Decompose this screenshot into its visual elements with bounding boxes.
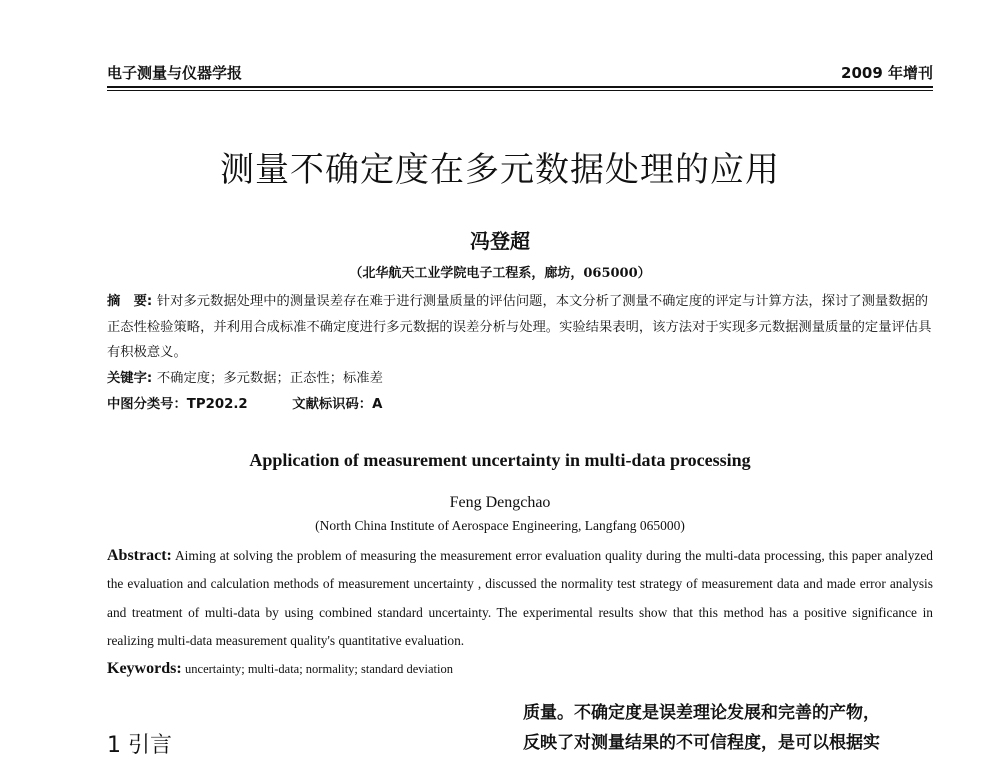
header-rule <box>107 86 933 88</box>
doc-code-label: 文献标识码： <box>292 397 373 412</box>
classification <box>107 392 933 418</box>
affiliation-zh: （北华航天工业学院电子工程系，廊坊，065000） <box>349 266 651 281</box>
affiliation-en: (North China Institute of Aerospace Engineering, Langfang 065000) <box>315 518 685 533</box>
keywords-label-zh: 关键字: <box>107 371 153 386</box>
abstract-en <box>107 542 933 655</box>
clc-label: 中图分类号： <box>107 397 187 412</box>
author-zh: 冯登超 <box>470 229 530 253</box>
paper-title-en: Application of measurement uncertainty in multi-data processing <box>249 450 751 470</box>
body-line: 质量。不确定度是误差理论发展和完善的产物， <box>523 703 880 723</box>
keywords-zh <box>107 366 933 392</box>
abstract-label-zh: 摘 要: <box>107 294 153 309</box>
abstract-label-en: Abstract: <box>107 547 172 564</box>
body-line: 反映了对测量结果的不可信程度，是可以根据实 <box>523 733 880 753</box>
abstract-text-zh: 针对多元数据处理中的测量误差存在难于进行测量质量的评估问题，本文分析了测量不确定度的评定与计算方法，探讨了测量数据的正态性检验策略，并利用合成标准不确定度进行多元数据的误差分析与处理。实验结果表明，该方法对于实现多元数据测量质量的定量评估具有积极意义。 <box>107 294 932 360</box>
author-en: Feng Dengchao <box>449 494 551 511</box>
abstract-text-en: Aiming at solving the problem of measuring the measurement error evaluation quality during the multi-data processing, this paper analyzed the evaluation and calculation methods of measurement uncertainty , discussed the normality test strategy of measurement data and made error analysis and treatment of multi-data by using combined standard uncertainty. The experimental results show that this method has a positive significance in realizing multi-data measurement quality's quantitative evaluation. <box>107 548 933 648</box>
keywords-en <box>107 655 933 683</box>
header-rule-thin <box>107 90 933 91</box>
keywords-text-en: uncertainty; multi-data; normality; standard deviation <box>185 662 453 676</box>
section-heading-introduction: 1 引言 <box>107 733 172 758</box>
clc-value: TP202.2 <box>186 397 248 412</box>
keywords-label-en: Keywords: <box>107 660 182 677</box>
journal-issue: 2009 年增刊 <box>841 64 933 82</box>
keywords-text-zh: 不确定度；多元数据；正态性；标准差 <box>156 371 383 386</box>
abstract-zh <box>107 289 933 366</box>
body-right-column <box>523 698 933 758</box>
paper-title-zh: 测量不确定度在多元数据处理的应用 <box>220 150 780 190</box>
journal-name: 电子测量与仪器学报 <box>107 64 243 82</box>
doc-code-value: A <box>372 397 383 412</box>
